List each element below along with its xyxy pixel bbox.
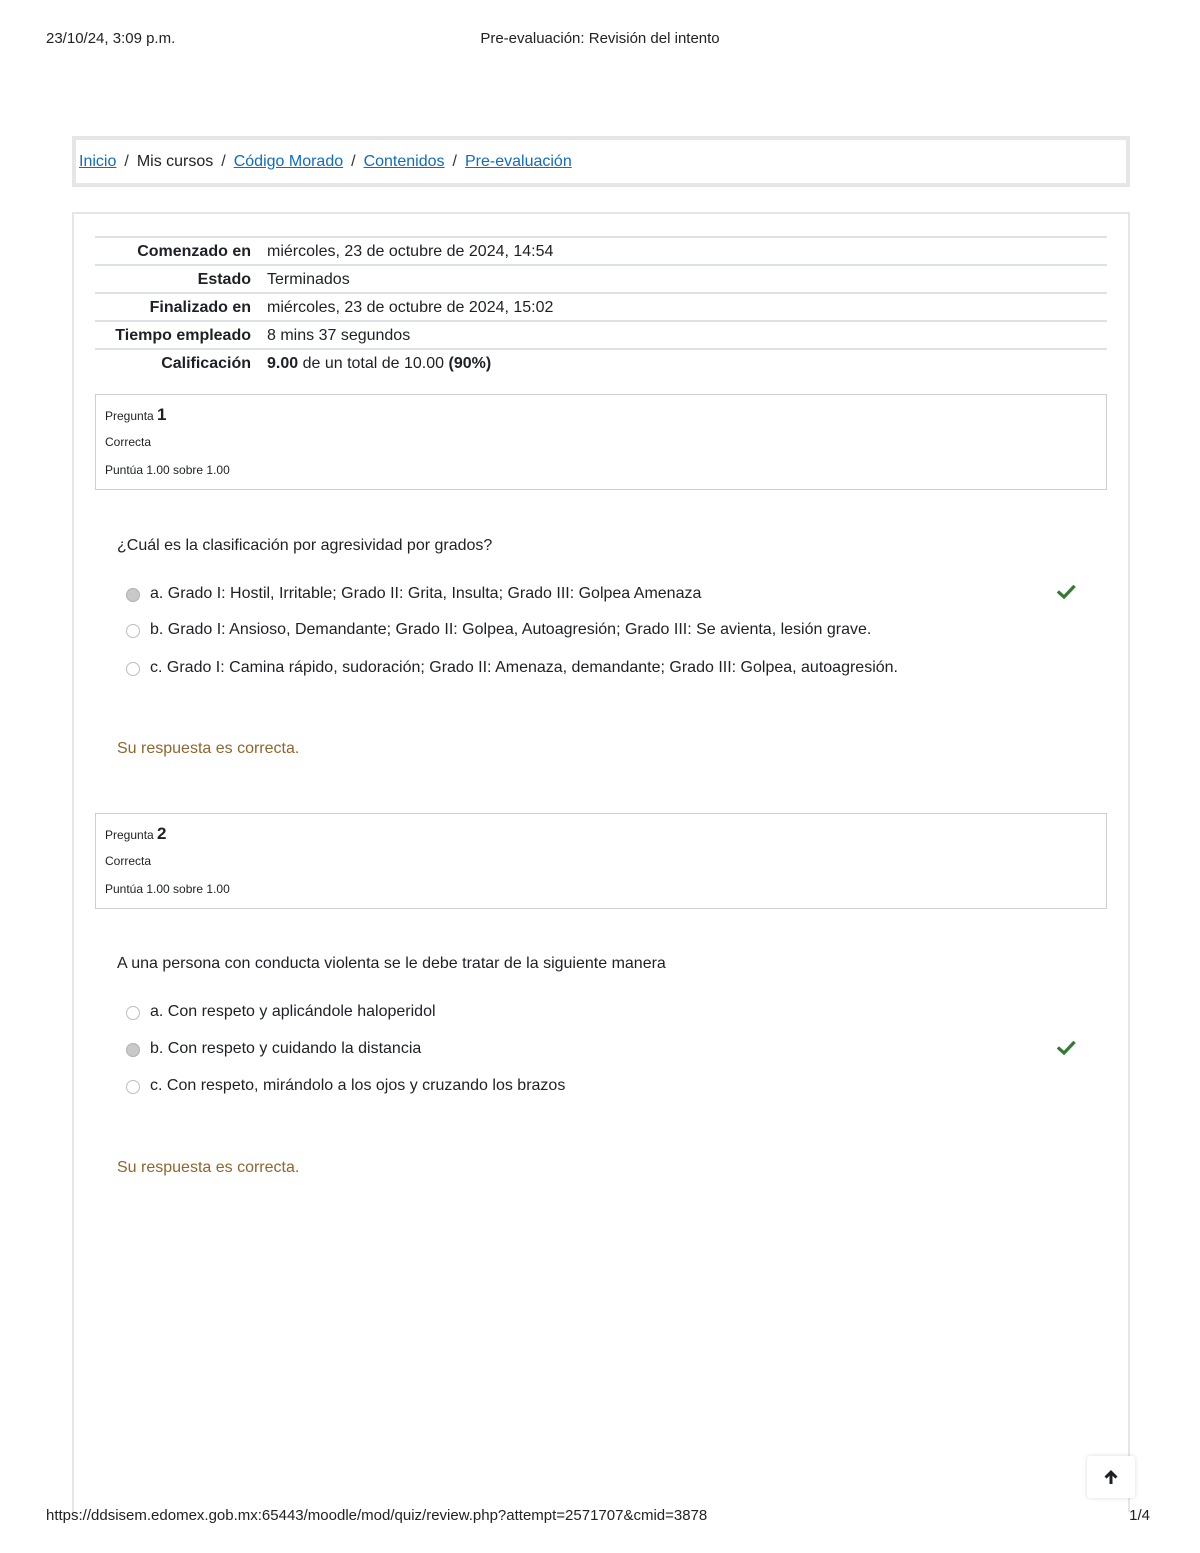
question-info-1 xyxy=(95,394,1107,490)
print-header xyxy=(46,30,1154,50)
breadcrumb-container xyxy=(72,136,1130,187)
question-text: ¿Cuál es la clasificación por agresividad por grados? xyxy=(117,537,493,554)
grade-total: de un total de 10.00 xyxy=(298,355,449,372)
summary-row-finished xyxy=(95,294,1107,322)
breadcrumb-separator: / xyxy=(452,153,457,170)
summary-label: Calificación xyxy=(161,355,251,372)
print-footer xyxy=(46,1507,1154,1527)
answer-option-label: b. Grado I: Ansioso, Demandante; Grado II: Golpea, Autoagresión; Grado III: Se avienta, lesión grave. xyxy=(150,621,872,638)
breadcrumb-separator: / xyxy=(124,153,129,170)
back-to-top-button[interactable] xyxy=(1087,1456,1135,1498)
question-number-value: 1 xyxy=(157,405,167,424)
print-datetime: 23/10/24, 3:09 p.m. xyxy=(46,30,176,47)
radio-button[interactable] xyxy=(126,1043,140,1057)
question-feedback: Su respuesta es correcta. xyxy=(117,740,300,757)
breadcrumb xyxy=(79,153,572,171)
radio-button[interactable] xyxy=(126,624,140,638)
question-feedback: Su respuesta es correcta. xyxy=(117,1159,300,1176)
print-url: https://ddsisem.edomex.gob.mx:65443/moodle/mod/quiz/review.php?attempt=2571707&cmid=3878 xyxy=(46,1507,708,1524)
grade-percent: (90%) xyxy=(448,355,492,372)
question-state: Correcta xyxy=(105,854,152,868)
question-text: A una persona con conducta violenta se le debe tratar de la siguiente manera xyxy=(117,955,666,972)
print-page-number: 1/4 xyxy=(1129,1507,1150,1524)
breadcrumb-course-link[interactable]: Código Morado xyxy=(233,153,344,170)
breadcrumb-my-courses: Mis cursos xyxy=(136,153,214,170)
radio-button[interactable] xyxy=(126,1080,140,1094)
summary-label: Finalizado en xyxy=(149,299,251,316)
check-icon xyxy=(1056,1038,1076,1058)
radio-button[interactable] xyxy=(126,1006,140,1020)
summary-label: Estado xyxy=(197,271,251,288)
answer-option-label: c. Con respeto, mirándolo a los ojos y cruzando los brazos xyxy=(150,1077,566,1094)
radio-button[interactable] xyxy=(126,588,140,602)
answer-option-label: b. Con respeto y cuidando la distancia xyxy=(150,1040,422,1057)
summary-label: Tiempo empleado xyxy=(115,327,251,344)
attempt-summary-table xyxy=(95,236,1107,378)
summary-row-state xyxy=(95,266,1107,294)
breadcrumb-separator: / xyxy=(351,153,356,170)
summary-label: Comenzado en xyxy=(137,243,251,260)
question-info-2 xyxy=(95,813,1107,909)
breadcrumb-activity-link[interactable]: Pre-evaluación xyxy=(464,153,572,170)
summary-value: Terminados xyxy=(267,271,350,288)
summary-value xyxy=(267,355,491,373)
print-page-title: Pre-evaluación: Revisión del intento xyxy=(480,30,720,47)
breadcrumb-separator: / xyxy=(221,153,226,170)
question-state: Correcta xyxy=(105,435,152,449)
summary-row-started xyxy=(95,238,1107,266)
answer-option-label: a. Con respeto y aplicándole haloperidol xyxy=(150,1003,436,1020)
question-number xyxy=(105,824,167,844)
check-icon xyxy=(1056,582,1076,602)
question-prefix: Pregunta xyxy=(105,409,154,423)
breadcrumb-home-link[interactable]: Inicio xyxy=(79,153,117,170)
summary-row-time-taken xyxy=(95,322,1107,350)
answer-option-label: a. Grado I: Hostil, Irritable; Grado II: Grita, Insulta; Grado III: Golpea Amenaza xyxy=(150,585,702,602)
breadcrumb-section-link[interactable]: Contenidos xyxy=(363,153,445,170)
question-number-value: 2 xyxy=(157,824,167,843)
arrow-up-icon xyxy=(1103,1469,1119,1485)
summary-row-grade xyxy=(95,350,1107,378)
summary-value: miércoles, 23 de octubre de 2024, 15:02 xyxy=(267,299,554,316)
grade-score: 9.00 xyxy=(267,355,299,372)
radio-button[interactable] xyxy=(126,662,140,676)
question-prefix: Pregunta xyxy=(105,828,154,842)
question-number xyxy=(105,405,167,425)
question-grade: Puntúa 1.00 sobre 1.00 xyxy=(105,463,230,477)
summary-value: 8 mins 37 segundos xyxy=(267,327,411,344)
question-grade: Puntúa 1.00 sobre 1.00 xyxy=(105,882,230,896)
summary-value: miércoles, 23 de octubre de 2024, 14:54 xyxy=(267,243,554,260)
answer-option-label: c. Grado I: Camina rápido, sudoración; Grado II: Amenaza, demandante; Grado III: Golpea, autoagresión. xyxy=(150,659,898,676)
